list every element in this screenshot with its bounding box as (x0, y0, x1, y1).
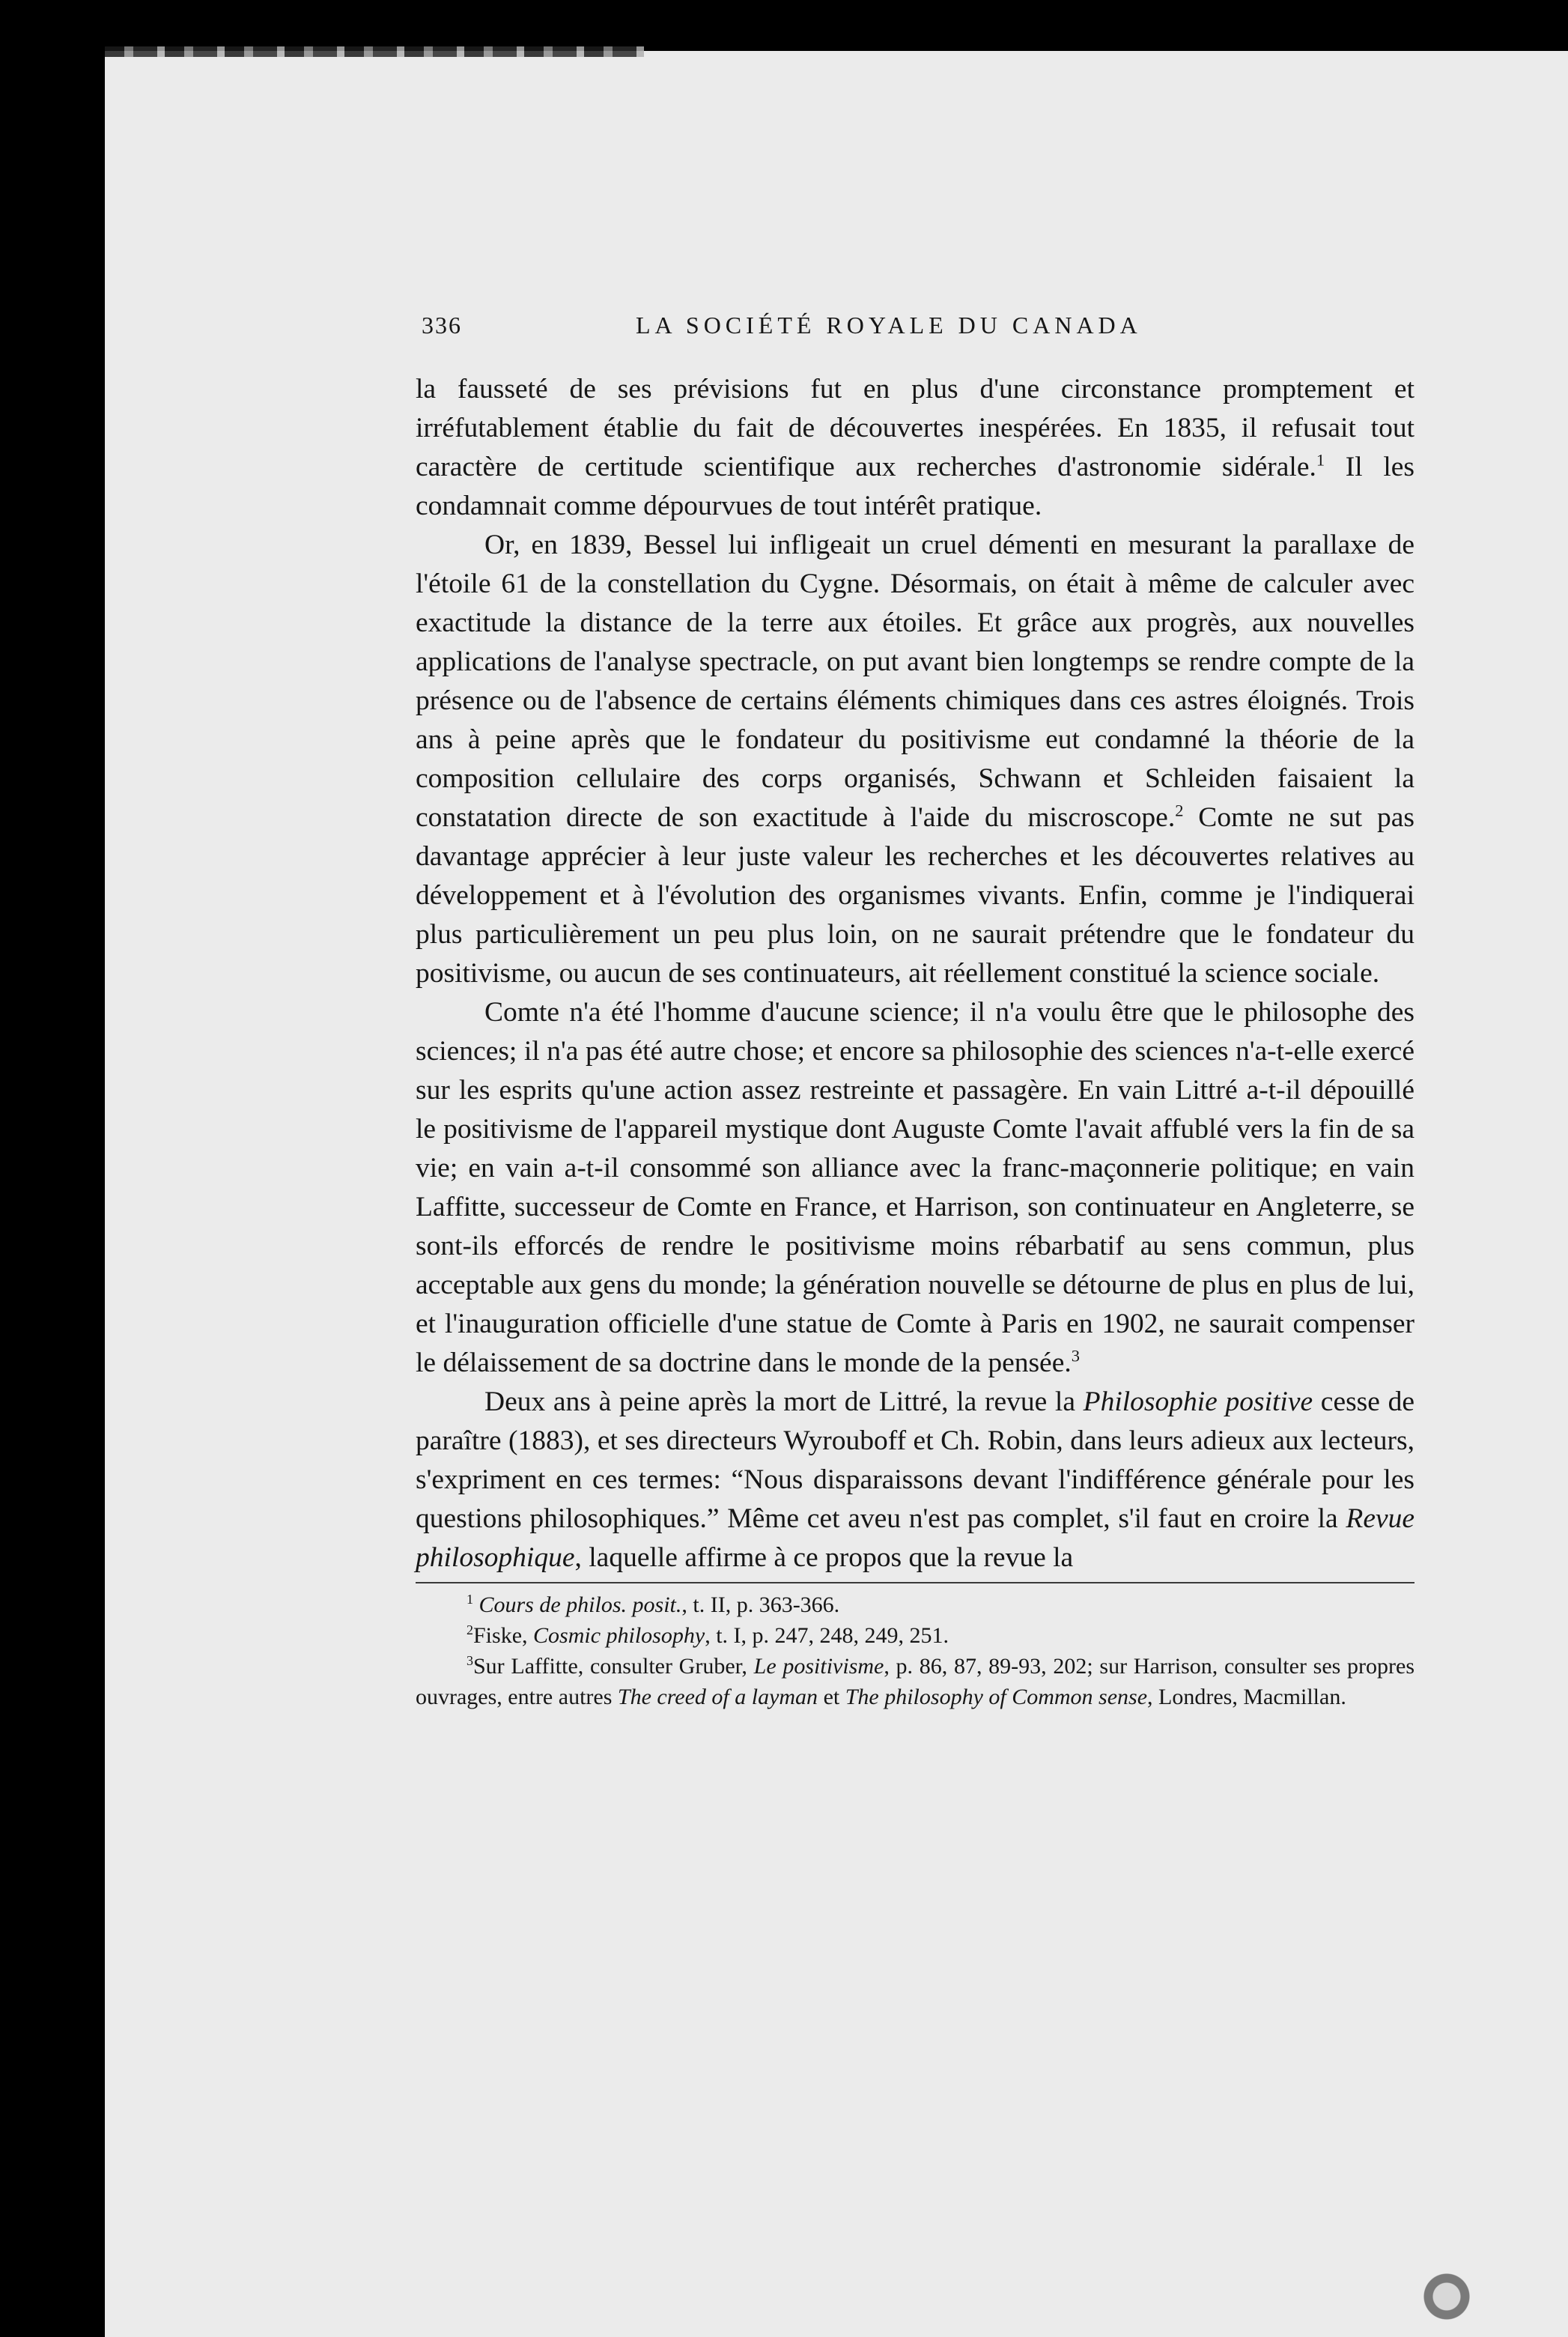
footnote-italic: Cosmic philosophy (533, 1623, 705, 1648)
paragraph-text: Comte n'a été l'homme d'aucune science; il n'a voulu être que le philosophe des sciences; il n'a pas été autre chose; et encore sa philosophie des sciences n'a-t-elle exercé sur les esprits qu'une action assez restreinte et passagère. En vain Littré a-t-il dépouillé le positivisme de l'appareil mystique dont Auguste Comte l'avait affublé vers la fin de sa vie; en vain a-t-il consommé son alliance avec la franc-maçonnerie politique; en vain Laffitte, successeur de Comte en France, et Harrison, son continuateur en Angleterre, se sont-ils efforcés de rendre le positivisme moins rébarbatif au sens commun, plus acceptable aux gens du monde; la génération nouvelle se détourne de plus en plus de lui, et l'inauguration officielle d'une statue de Comte à Paris en 1902, ne saurait compenser le délaissement de sa doctrine dans le monde de la pensée. (416, 997, 1414, 1378)
footnote-text: , t. I, p. 247, 248, 249, 251. (705, 1623, 949, 1648)
footnote-2 (416, 1620, 1414, 1651)
footnote-3 (416, 1651, 1414, 1712)
paragraph-1 (416, 370, 1414, 526)
footnote-text: et (818, 1685, 845, 1709)
footnote-text: , p. 86, 87, 89-93, 202; sur Harrison, consulter ses propres ouvrages, entre autres (416, 1654, 1414, 1709)
page-number: 336 (422, 312, 462, 339)
paragraph-4 (416, 1383, 1414, 1577)
paragraph-text: cesse de paraître (1883), et ses directeurs Wyrouboff et Ch. Robin, dans leurs adieux aux lecteurs, s'expriment en ces termes: “Nous disparaissons devant l'indifférence générale pour les questions philosophiques.” Même cet aveu n'est pas complet, s'il faut en croire la (416, 1386, 1414, 1534)
footnote-italic: The creed of a layman (617, 1685, 818, 1709)
paragraph-text: la fausseté de ses prévisions fut en plus d'une circonstance promptement et irréfutablement établie du fait de découvertes inespérées. En 1835, il refusait tout caractère de certitude scientifique aux recherches d'astronomie sidérale. (416, 374, 1414, 482)
paragraph-text: Or, en 1839, Bessel lui infligeait un cruel démenti en mesurant la parallaxe de l'étoile 61 de la constellation du Cygne. Désormais, on était à même de calculer avec exactitude la distance de la terre aux étoiles. Et grâce aux progrès, aux nouvelles applications de l'analyse spectracle, on put avant bien longtemps se rendre compte de la présence ou de l'absence de certains éléments chimiques dans ces astres éloignés. Trois ans à peine après que le fondateur du positivisme eut condamné la théorie de la composition cellulaire des corps organisés, Schwann et Schleiden faisaient la constatation directe de son exactitude à l'aide du miscroscope. (416, 530, 1414, 833)
scan-edge-artifact (105, 46, 644, 57)
italic-title: Revue philosophique (416, 1503, 1414, 1573)
italic-title: Philosophie positive (1083, 1386, 1313, 1417)
footnote-1 (416, 1589, 1414, 1620)
footnote-divider (416, 1582, 1414, 1583)
footnote-text: Sur Laffitte, consulter Gruber, (473, 1654, 754, 1679)
footnote-ref: 2 (1175, 801, 1184, 820)
paragraph-2 (416, 526, 1414, 993)
footnote-italic: Cours de philos. posit. (478, 1592, 682, 1617)
paragraph-text: Comte ne sut pas davantage apprécier à leur juste valeur les recherches et les découvertes relatives au développement et à l'évolution des organismes vivants. Enfin, comme je l'indiquerai plus particulièrement un peu plus loin, on ne saurait prétendre que le fondateur du positivisme, ou aucun de ses continuateurs, ait réellement constitué la science sociale. (416, 802, 1414, 989)
page-content (416, 306, 1414, 1712)
footnote-number: 1 (467, 1592, 473, 1607)
footnote-ref: 3 (1071, 1346, 1080, 1365)
footnote-text: , t. II, p. 363-366. (681, 1592, 840, 1617)
footnote-ref: 1 (1316, 450, 1325, 470)
running-head (416, 306, 1414, 342)
running-title: LA SOCIÉTÉ ROYALE DU CANADA (636, 312, 1142, 339)
footnote-italic: Le positivisme (753, 1654, 884, 1679)
footnote-italic: The philosophy of Common sense (845, 1685, 1148, 1709)
footnote-text: Fiske, (473, 1623, 534, 1648)
paragraph-text: Il les condamnait comme dépourvues de tout intérêt pratique. (416, 452, 1414, 521)
paragraph-text: Deux ans à peine après la mort de Littré, la revue la (484, 1386, 1084, 1417)
footnote-number: 2 (467, 1622, 473, 1637)
footnote-number: 3 (467, 1653, 473, 1668)
paragraph-text: , laquelle affirme à ce propos que la revue la (574, 1542, 1074, 1573)
footnote-text: , Londres, Macmillan. (1147, 1685, 1346, 1709)
footnotes (416, 1589, 1414, 1712)
scan-corner-artifact (1423, 2270, 1483, 2337)
paragraph-3 (416, 993, 1414, 1383)
